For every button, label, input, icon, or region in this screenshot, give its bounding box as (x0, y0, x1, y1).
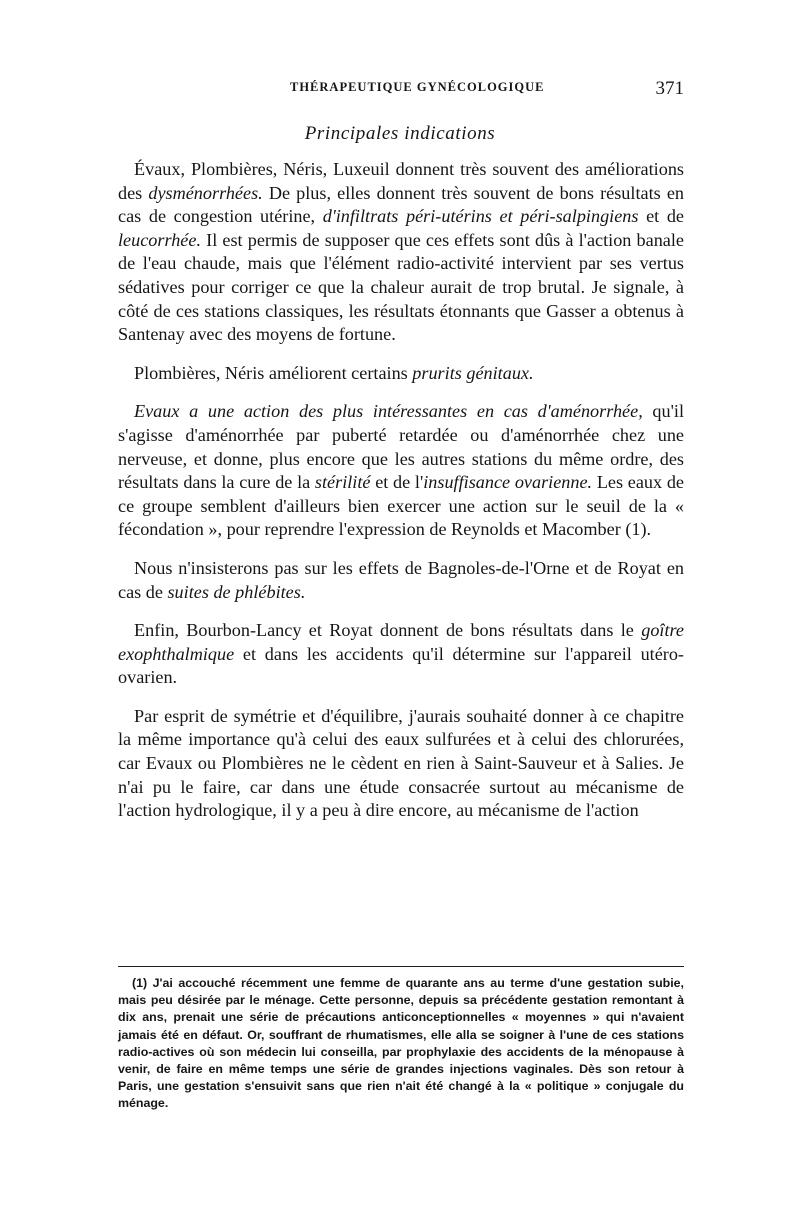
page-header (118, 78, 684, 100)
paragraph-evaux: Evaux a une action des plus intéressantes en cas d'aménorrhée, qu'il s'agisse d'aménorrhée par puberté retardée ou d'aménorrhée chez une nerveuse, et donne, plus encore que les autres stations du même ordre, des résultats dans la cure de la stérilité et de l'insuffisance ovarienne. Les eaux de ce groupe semblent d'ailleurs bien exercer une action sur le seuil de la « fécondation », pour reprendre l'expression de Reynolds et Macomber (1). (118, 401, 685, 540)
paragraph-principal-indications: Évaux, Plombières, Néris, Luxeuil donnent très souvent des améliorations des dysménorrhées. De plus, elles donnent très souvent de bons résultats en cas de congestion utérine, d'infiltrats péri-utérins et péri-salpingiens et de leucorrhée. Il est permis de supposer que ces effets sont dûs à l'action banale de l'eau chaude, mais que l'élément radio-activité intervient par ses vertus sédatives pour corriger ce que la chaleur aurait de trop brutal. Je signale, à côté de ces stations classiques, les résultats étonnants que Gasser a obtenus à Santenay avec des moyens de fortune. (118, 159, 685, 345)
paragraph-bourbon-lancy: Enfin, Bourbon-Lancy et Royat donnent de bons résultats dans le goître exophthalmique et dans les accidents qu'il détermine sur l'appareil utéro-ovarien. (118, 620, 684, 688)
paragraph-bagnoles: Nous n'insisterons pas sur les effets de Bagnoles-de-l'Orne et de Royat en cas de suites de phlébites. (118, 557, 684, 602)
paragraph-symetrie: Par esprit de symétrie et d'équilibre, j'aurais souhaité donner à ce chapitre la même importance qu'à celui des eaux sulfurées et à celui des chlorurées, car Evaux ou Plombières ne le cèdent en rien à Saint-Sauveur et à Salies. Je n'ai pu le faire, car dans une étude consacrée surtout au mécanisme de l'action hydrologique, il y a peu à dire encore, au mécanisme de l'action (118, 705, 684, 821)
footnote-text: (1) J'ai accouché récemment une femme de quarante ans au terme d'une gestation subie, mais peu désirée par le ménage. Cette personne, depuis sa précédente gestation remontant à dix ans, prenait une série de précautions anticonceptionnelles « moyennes » qui n'avaient jamais été en défaut. Or, souffrant de rhumatismes, elle alla se soigner à l'une de ces stations radio-actives où son médecin lui conseilla, par prophylaxie des accidents de la ménopause à venir, de faire en même temps une série de grandes injections vaginales. Dès son retour à Paris, une gestation s'ensuivit sans que rien n'ait été changé à la « politique » conjugale du ménage. (118, 976, 684, 1111)
paragraph-prurits: Plombières, Néris améliorent certains prurits génitaux. (134, 362, 534, 383)
section-title: Principales indications (304, 123, 496, 144)
running-title: THÉRAPEUTIQUE GYNÉCOLOGIQUE (290, 80, 545, 94)
body-text (118, 158, 684, 838)
footnote (118, 975, 684, 1113)
footnote-divider (118, 966, 684, 967)
page-number: 371 (655, 78, 684, 99)
